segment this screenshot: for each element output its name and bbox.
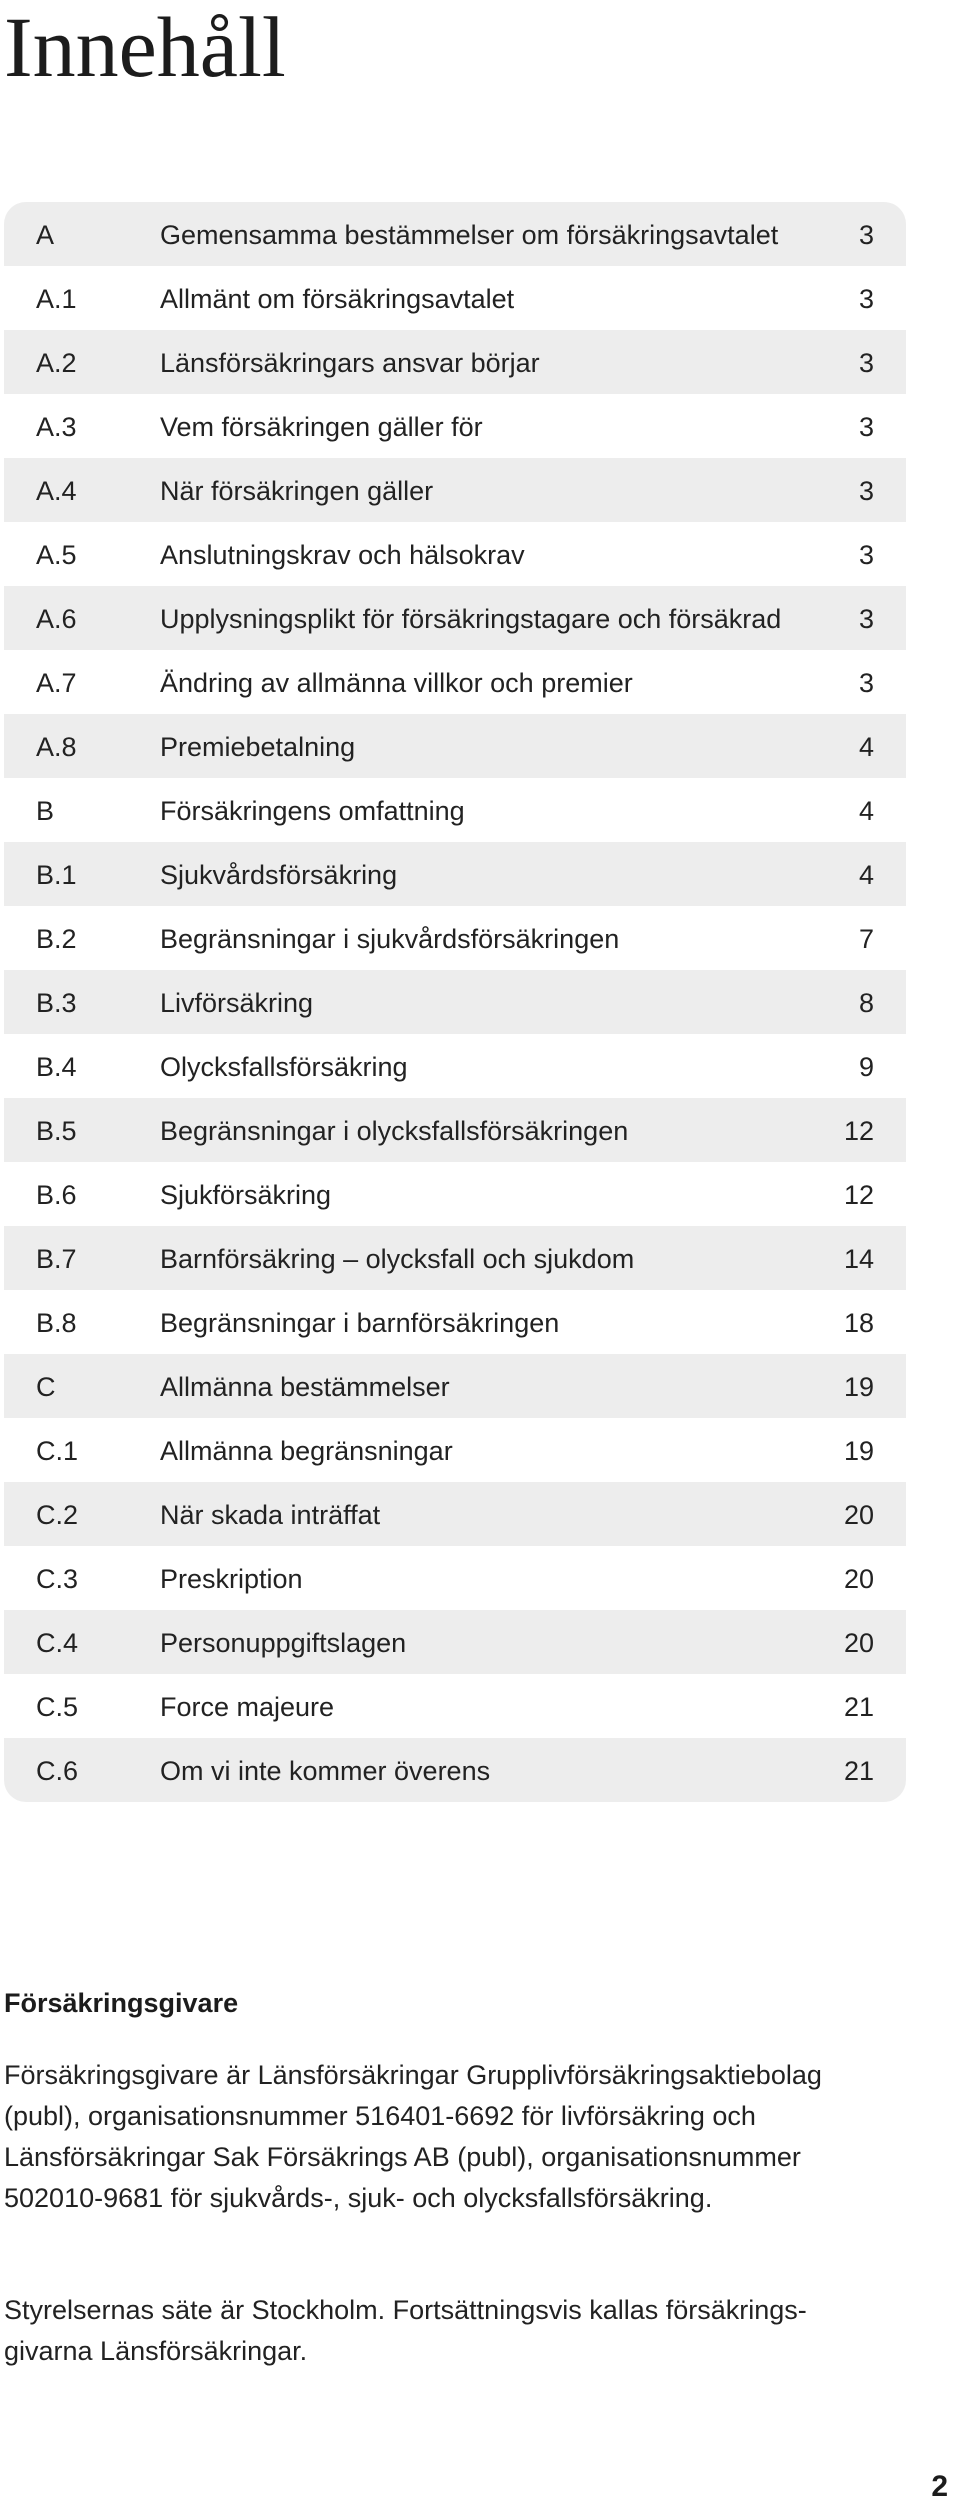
toc-row: [4, 266, 906, 330]
toc-page-number: 3: [858, 476, 874, 506]
toc-page-number: 20: [843, 1564, 874, 1594]
toc-page-number: 3: [858, 604, 874, 634]
insurer-paragraph: Försäkringsgivare är Länsförsäkringar Grupplivförsäkringsaktiebolag (publ), organisationsnummer 516401-6692 för livförsäkring och Länsförsäkringar Sak Försäkrings AB (publ), organisationsnummer 502010-9681 för sjukvårds-, sjuk- och olycksfallsförsäkring.: [4, 2060, 822, 2213]
toc-row: [4, 1034, 906, 1098]
toc-page-number: 3: [858, 220, 874, 250]
toc-section-number: A.1: [36, 284, 77, 314]
toc-page-number: 20: [843, 1500, 874, 1530]
toc-section-number: B: [36, 796, 55, 826]
toc-section-title: När försäkringen gäller: [160, 476, 434, 506]
toc-row: [4, 1610, 906, 1674]
toc-section-title: Allmänt om försäkringsavtalet: [160, 284, 515, 314]
toc-row: [4, 714, 906, 778]
toc-section-number: B.6: [36, 1180, 77, 1210]
toc-page-number: 18: [843, 1308, 874, 1338]
toc-section-number: A: [36, 220, 55, 250]
toc-section-title: Sjukvårdsförsäkring: [160, 860, 398, 890]
toc-section-number: B.5: [36, 1116, 77, 1146]
toc-page-number: 21: [843, 1756, 874, 1786]
toc-section-number: C.5: [36, 1692, 79, 1722]
toc-section-title: Begränsningar i barnförsäkringen: [160, 1308, 560, 1338]
toc-row: [4, 1226, 906, 1290]
toc-row: [4, 458, 906, 522]
toc-section-number: C.6: [36, 1756, 79, 1786]
toc-section-number: A.7: [36, 668, 77, 698]
toc-section-title: Upplysningsplikt för försäkringstagare och försäkrad: [160, 604, 782, 634]
toc-section-number: A.5: [36, 540, 77, 570]
toc-section-title: Begränsningar i sjukvårdsförsäkringen: [160, 924, 620, 954]
toc-row: [4, 906, 906, 970]
toc-page-number: 20: [843, 1628, 874, 1658]
toc-page-number: 4: [858, 796, 874, 826]
toc-section-title: Force majeure: [160, 1692, 335, 1722]
toc-section-title: Livförsäkring: [160, 988, 314, 1018]
toc-row: [4, 1354, 906, 1418]
toc-section-number: B.2: [36, 924, 77, 954]
toc-row: [4, 1162, 906, 1226]
toc-page-number: 3: [858, 284, 874, 314]
toc-page-number: 4: [858, 860, 874, 890]
toc-section-title: Vem försäkringen gäller för: [160, 412, 483, 442]
toc-section-title: När skada inträffat: [160, 1500, 381, 1530]
toc-page-number: 3: [858, 668, 874, 698]
toc-section-number: C.1: [36, 1436, 79, 1466]
toc-page-number: 12: [843, 1180, 874, 1210]
toc-section-title: Allmänna bestämmelser: [160, 1372, 450, 1402]
toc-section-title: Länsförsäkringars ansvar börjar: [160, 348, 540, 378]
toc-section-number: C.3: [36, 1564, 79, 1594]
toc-row: [4, 394, 906, 458]
toc-row: [4, 1098, 906, 1162]
toc-row: [4, 522, 906, 586]
toc-section-number: B.1: [36, 860, 77, 890]
toc-page-number: 3: [858, 412, 874, 442]
toc-page-number: 12: [843, 1116, 874, 1146]
toc-row: [4, 778, 906, 842]
toc-section-number: C.2: [36, 1500, 79, 1530]
toc-section-title: Begränsningar i olycksfallsförsäkringen: [160, 1116, 629, 1146]
toc-row: [4, 842, 906, 906]
toc-row: [4, 1738, 906, 1802]
toc-row: [4, 1546, 906, 1610]
toc-section-title: Försäkringens omfattning: [160, 796, 465, 826]
toc-page-number: 19: [843, 1372, 874, 1402]
toc-section-number: B.4: [36, 1052, 77, 1082]
toc-section-number: B.7: [36, 1244, 77, 1274]
toc-section-title: Premiebetalning: [160, 732, 356, 762]
toc-page-number: 4: [858, 732, 874, 762]
toc-section-title: Barnförsäkring – olycksfall och sjukdom: [160, 1244, 635, 1274]
toc-section-title: Preskription: [160, 1564, 303, 1594]
toc-section-title: Ändring av allmänna villkor och premier: [160, 668, 633, 698]
table-of-contents: [4, 202, 906, 1802]
board-seat-paragraph: Styrelsernas säte är Stockholm. Fortsättningsvis kallas försäkrings-givarna Länsförsäkringar.: [4, 2295, 807, 2366]
toc-page-number: 8: [858, 988, 874, 1018]
toc-row: [4, 586, 906, 650]
toc-page-number: 3: [858, 540, 874, 570]
toc-page-number: 3: [858, 348, 874, 378]
toc-page-number: 19: [843, 1436, 874, 1466]
page-number: 2: [931, 2470, 948, 2503]
toc-section-title: Sjukförsäkring: [160, 1180, 332, 1210]
toc-section-title: Anslutningskrav och hälsokrav: [160, 540, 525, 570]
toc-section-number: B.8: [36, 1308, 77, 1338]
toc-section-number: B.3: [36, 988, 77, 1018]
toc-page-number: 9: [858, 1052, 874, 1082]
toc-row: [4, 1290, 906, 1354]
page-title: Innehåll: [4, 0, 286, 95]
toc-section-number: A.6: [36, 604, 77, 634]
toc-section-title: Gemensamma bestämmelser om försäkringsavtalet: [160, 220, 779, 250]
toc-section-title: Allmänna begränsningar: [160, 1436, 453, 1466]
toc-section-number: C: [36, 1372, 56, 1402]
toc-section-number: A.4: [36, 476, 77, 506]
insurer-heading: Försäkringsgivare: [4, 1988, 239, 2018]
toc-row: [4, 970, 906, 1034]
toc-row: [4, 1418, 906, 1482]
toc-page-number: 7: [858, 924, 874, 954]
toc-section-title: Olycksfallsförsäkring: [160, 1052, 408, 1082]
toc-section-number: A.3: [36, 412, 77, 442]
toc-row: [4, 202, 906, 266]
toc-section-title: Om vi inte kommer överens: [160, 1756, 491, 1786]
toc-page-number: 21: [843, 1692, 874, 1722]
toc-row: [4, 330, 906, 394]
toc-section-number: A.2: [36, 348, 77, 378]
toc-section-number: C.4: [36, 1628, 79, 1658]
toc-section-title: Personuppgiftslagen: [160, 1628, 407, 1658]
toc-section-number: A.8: [36, 732, 77, 762]
toc-page-number: 14: [843, 1244, 874, 1274]
toc-row: [4, 650, 906, 714]
toc-row: [4, 1674, 906, 1738]
toc-row: [4, 1482, 906, 1546]
